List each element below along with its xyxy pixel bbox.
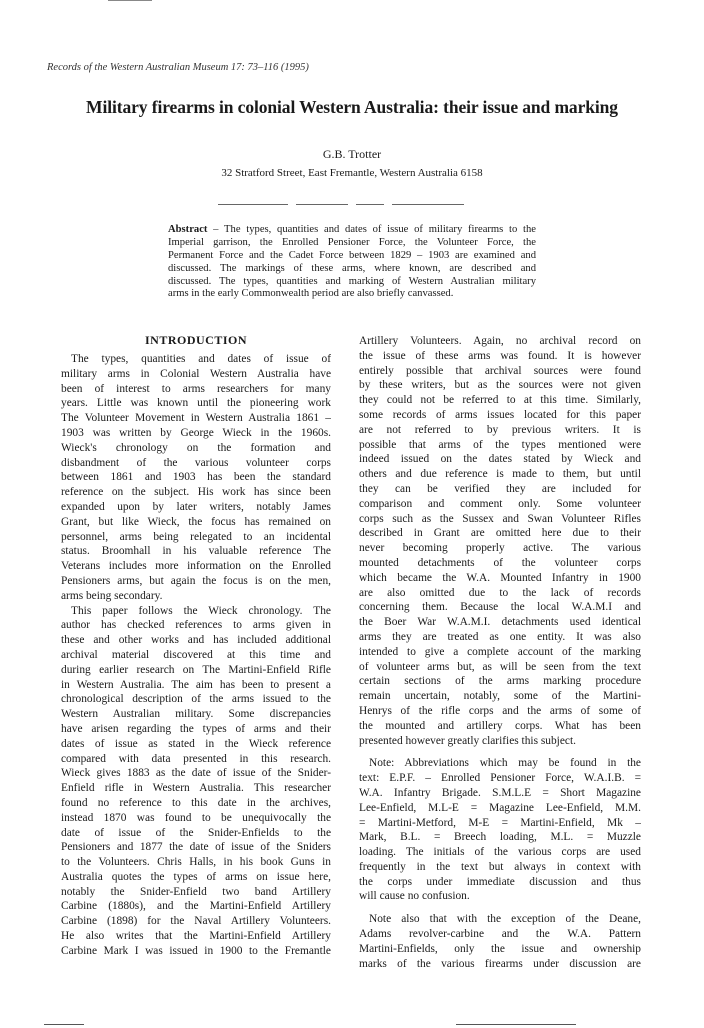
body-text-line: He also writes that the Martini-Enfield Artillery bbox=[61, 930, 331, 943]
body-text-line: Martini-Enfields, only the issue and ownership bbox=[359, 942, 641, 955]
body-text-line: Enfield rifle in Western Australia. This researcher bbox=[61, 782, 331, 795]
body-text-line: dates of issue as stated in the Wieck reference bbox=[61, 737, 331, 750]
body-text-line: during earlier research on The Martini-Enfield Rifle bbox=[61, 663, 331, 676]
abstract-line: Permanent Force and the Cadet Force between 1829 – 1903 are examined and bbox=[168, 249, 536, 261]
body-text-line: arms being secondary. bbox=[61, 589, 163, 602]
body-text-line: W.A. Infantry Brigade. S.M.L.E = Short Magazine bbox=[359, 786, 641, 799]
abstract-line: discussed. The markings of these arms, where known, are described and bbox=[168, 262, 536, 274]
body-text-line: the issue of these arms was found. It is however bbox=[359, 349, 641, 362]
body-text-line: notably the Snider-Enfield two band Artillery bbox=[61, 885, 331, 898]
body-text-line: Carbine Mark I was issued in 1900 to the Fremantle bbox=[61, 944, 331, 957]
body-text-line: concerning them. Because the local W.A.M.I and bbox=[359, 601, 641, 614]
paragraph-gap bbox=[359, 748, 641, 756]
body-text-line: presented however greatly clarifies this subject. bbox=[359, 734, 576, 747]
body-text-line: the corps under immediate discussion and thus bbox=[359, 875, 641, 888]
author-name: G.B. Trotter bbox=[322, 147, 382, 161]
body-text-line: Australia quotes the types of arms on issue here, bbox=[61, 870, 331, 883]
body-text-line: Wieck gives 1883 as the date of issue of the Snider- bbox=[61, 767, 331, 780]
body-text-line: never becoming properly active. The various bbox=[359, 542, 641, 555]
body-text-line: compared with data presented in this research. bbox=[61, 752, 331, 765]
body-text-line: expanded upon by later writers, notably James bbox=[61, 500, 331, 513]
author-address: 32 Stratford Street, East Fremantle, Western Australia 6158 bbox=[221, 167, 483, 179]
body-text-line: will cause no confusion. bbox=[359, 890, 470, 903]
body-text-line: marks of the various firearms under discussion are bbox=[359, 957, 641, 970]
body-text-line: the Boer War W.A.M.I. detachments used identical bbox=[359, 616, 641, 629]
body-text-line: The Volunteer Movement in Western Australia 1861 – bbox=[61, 412, 331, 425]
body-text-line: by these writers, but as the sources were not given bbox=[359, 379, 641, 392]
body-text-line: Lee-Enfield, M.L-E = Magazine Lee-Enfield, M.M. bbox=[359, 801, 641, 814]
body-text-line: they can be verified they are included for bbox=[359, 482, 641, 495]
separator-rule bbox=[296, 204, 348, 205]
body-text-line: reference on the subject. His work has since been bbox=[61, 486, 331, 499]
body-text-line: archival material discovered at this time and bbox=[61, 648, 331, 661]
body-text-line: Henrys of the rifle corps and the arms of some of bbox=[359, 704, 641, 717]
body-text-line: corps such as the Sussex and Swan Volunteer Rifles bbox=[359, 512, 641, 525]
body-text-line: Pensioners arms, but again the focus is on the men, bbox=[61, 574, 331, 587]
scan-edge-mark bbox=[456, 1024, 576, 1025]
body-text-line: Grant, but like Wieck, the focus has remained on bbox=[61, 515, 331, 528]
body-text-line: possible that arms of the types mentioned were bbox=[359, 438, 641, 451]
section-heading-introduction: INTRODUCTION bbox=[144, 333, 247, 347]
body-text-line: Pensioners and 1877 the date of issue of the Sniders bbox=[61, 841, 331, 854]
body-text-line: 1903 was written by George Wieck in the 1960s. bbox=[61, 426, 331, 439]
body-text-line: indeed issued on the dates stated by Wieck and bbox=[359, 453, 641, 466]
body-text-line: to the Volunteers. Chris Halls, in his book Guns in bbox=[61, 856, 331, 869]
body-text-line: these and other works and has included additional bbox=[61, 634, 331, 647]
body-text-line: chronological description of the arms issued to the bbox=[61, 693, 331, 706]
body-column-left bbox=[61, 352, 331, 959]
body-text-line: Mark, B.L. = Breech loading, M.L. = Muzzle bbox=[359, 831, 641, 844]
body-text-line: between 1861 and 1903 has been the standard bbox=[61, 471, 331, 484]
separator-rule bbox=[392, 204, 464, 205]
body-text-line: entirely possible that archival sources were found bbox=[359, 364, 641, 377]
separator-rule bbox=[356, 204, 384, 205]
body-text-line: intended to give a complete account of the marking bbox=[359, 645, 641, 658]
body-text-line: military arms in Colonial Western Australia have bbox=[61, 367, 331, 380]
abstract-line: Imperial garrison, the Enrolled Pensioner Force, the Volunteer Force, the bbox=[168, 236, 536, 248]
body-text-line: been of interest to arms researchers for many bbox=[61, 382, 331, 395]
body-text-line: Note also that with the exception of the Deane, bbox=[369, 913, 641, 926]
body-text-line: loading. The initials of the various corps are used bbox=[359, 846, 641, 859]
body-text-line: Carbine (1880s), and the Martini-Enfield Artillery bbox=[61, 900, 331, 913]
body-text-line: text: E.P.F. – Enrolled Pensioner Force, W.A.I.B. = bbox=[359, 772, 641, 785]
body-text-line: they could not be referred to at this time. Similarly, bbox=[359, 394, 641, 407]
body-text-line: certain sections of the arms marking procedure bbox=[359, 675, 641, 688]
body-text-line: others and due reference is made to them, but until bbox=[359, 468, 641, 481]
body-text-line: frequently in the text but always in context with bbox=[359, 860, 641, 873]
body-text-line: Wieck's chronology on the formation and bbox=[61, 441, 331, 454]
body-text-line: This paper follows the Wieck chronology. The bbox=[71, 604, 331, 617]
body-text-line: of volunteer arms but, as will be seen from the text bbox=[359, 660, 641, 673]
body-text-line: Veterans includes more information on the Enrolled bbox=[61, 560, 331, 573]
body-text-line: Artillery Volunteers. Again, no archival record on bbox=[359, 335, 641, 347]
body-text-line: found no reference to this date in the archives, bbox=[61, 796, 331, 809]
paper-title: Military firearms in colonial Western Australia: their issue and marking bbox=[86, 97, 618, 117]
body-text-line: described in Grant are omitted here due to their bbox=[359, 527, 641, 540]
body-text-line: comparison and comment only. Some volunteer bbox=[359, 497, 641, 510]
abstract-line: Abstract – The types, quantities and dates of issue of military firearms to the bbox=[168, 224, 536, 235]
abstract-line: arms in the early Commonwealth period are also briefly canvassed. bbox=[168, 288, 454, 300]
body-text-line: are not referred to by previous writers. It is bbox=[359, 423, 641, 436]
abstract bbox=[168, 224, 536, 301]
abstract-line: discussed. The types, quantities and marking of Western Australian military bbox=[168, 275, 536, 287]
body-text-line: arms they are treated as one entity. It was also bbox=[359, 630, 641, 643]
body-text-line: the mounted and artillery corps. What has been bbox=[359, 719, 641, 732]
body-text-line: Note: Abbreviations which may be found in the bbox=[369, 757, 641, 770]
body-text-line: disbandment of the various volunteer corps bbox=[61, 456, 331, 469]
body-column-right bbox=[359, 334, 641, 971]
scan-edge-mark bbox=[44, 1024, 84, 1025]
paragraph-gap bbox=[359, 904, 641, 912]
body-text-line: status. Broomhall in his valuable reference The bbox=[61, 545, 331, 558]
body-text-line: Adams revolver-carbine and the W.A. Pattern bbox=[359, 928, 641, 941]
separator-rule bbox=[218, 204, 288, 205]
body-text-line: have arisen regarding the types of arms and their bbox=[61, 722, 331, 735]
body-text-line: instead 1870 was found to be unequivocally the bbox=[61, 811, 331, 824]
journal-reference: Records of the Western Australian Museum 17: 73–116 (1995) bbox=[47, 62, 309, 73]
body-text-line: date of issue of the Snider-Enfields to the bbox=[61, 826, 331, 839]
body-text-line: author has checked references to arms given in bbox=[61, 619, 331, 632]
body-text-line: personnel, arms being relegated to an incidental bbox=[61, 530, 331, 543]
body-text-line: years. Little was known until the pioneering work bbox=[61, 397, 331, 410]
body-text-line: are also omitted due to the lack of records bbox=[359, 586, 641, 599]
body-text-line: Western Australian military. Some discrepancies bbox=[61, 708, 331, 721]
body-text-line: some records of arms issues located for this paper bbox=[359, 408, 641, 421]
body-text-line: in Western Australia. The aim has been to present a bbox=[61, 678, 331, 691]
body-text-line: Carbine (1898) for the Naval Artillery Volunteers. bbox=[61, 915, 331, 928]
abstract-label: Abstract bbox=[168, 224, 208, 235]
body-text-line: which became the W.A. Mounted Infantry in 1900 bbox=[359, 571, 641, 584]
body-text-line: mounted detachments of the volunteer corps bbox=[359, 556, 641, 569]
body-text-line: remain uncertain, notably, some of the Martini- bbox=[359, 690, 641, 703]
scan-edge-mark bbox=[108, 0, 152, 1]
body-text-line: = Martini-Metford, M-E = Martini-Enfield, Mk – bbox=[359, 816, 641, 829]
body-text-line: The types, quantities and dates of issue of bbox=[71, 353, 331, 365]
